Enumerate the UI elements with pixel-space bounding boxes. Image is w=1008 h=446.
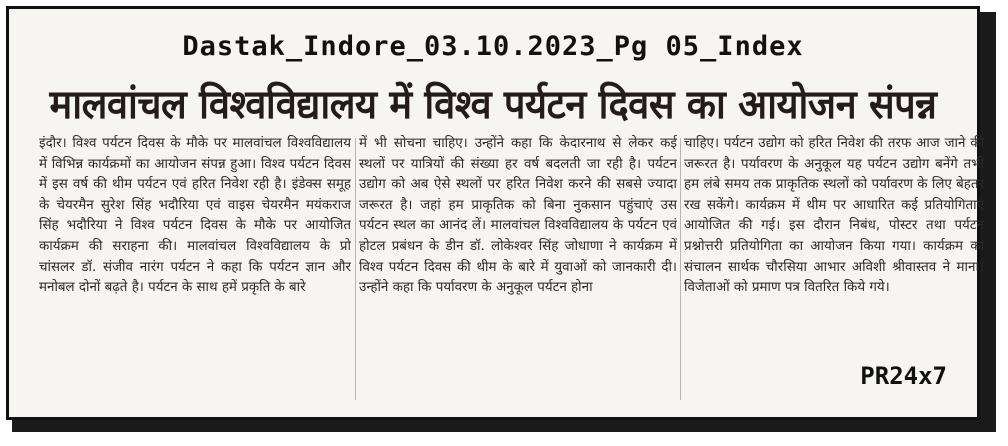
article-headline: मालवांचल विश्वविद्यालय में विश्व पर्यटन दिवस का आयोजन संपन्न — [49, 82, 937, 128]
article-column-2: में भी सोचना चाहिए। उन्होंने कहा कि केदारनाथ से लेकर कई स्थलों पर यात्रियों की संख्या हर वर्ष बदलती जा रही है। पर्यटन उद्योग को अब ऐसे स्थलों पर हरित निवेश करने की सबसे ज्यादा जरूरत है। जहां हम प्राकृतिक को बिना नुकसान पहुंचाएं उस पर्यटन स्थल का आनंद लें। मालवांचल विश्वविद्यालय के पर्यटन एवं होटल प्रबंधन के डीन डॉ. लोकेश्वर सिंह जोधाणा ने कार्यक्रम में विश्व पर्यटन दिवस की थीम के बारे में युवाओं को जानकारी दी। उन्होंने कहा कि पर्यावरण के अनुकूल पर्यटन होना — [359, 136, 677, 296]
article-body — [29, 134, 989, 414]
column-divider — [355, 138, 356, 400]
source-watermark: PR24x7 — [860, 362, 947, 390]
article-column-3: चाहिए। पर्यटन उद्योग को हरित निवेश की तरफ आज जाने की जरूरत है। पर्यावरण के अनुकूल यह पर्यटन उद्योग बनेंगे तभी हम लंबे समय तक प्राकृतिक स्थलों को पर्यावरण के लिए बेहतर रख सकेंगे। कार्यक्रम में थीम पर आधारित कई प्रतियोगिताएं आयोजित की गई। इस दौरान निबंध, पोस्टर तथा पर्यटन प्रश्नोत्तरी प्रतियोगिता का आयोजन किया गया। कार्यक्रम का संचालन सार्थक चौरसिया आभार अविशी श्रीवास्तव ने माना। विजेताओं को प्रमाण पत्र वितरित किये गये। — [684, 136, 984, 296]
newspaper-clipping — [6, 6, 984, 420]
clipping-source-title: Dastak_Indore_03.10.2023_Pg 05_Index — [182, 31, 804, 62]
article-column-1: इंदौर। विश्व पर्यटन दिवस के मौके पर मालवांचल विश्वविद्यालय में विभिन्न कार्यक्रमों का आयोजन संपन्न हुआ। विश्व पर्यटन दिवस में इस वर्ष की थीम पर्यटन एवं हरित निवेश रही है। इंडेक्स समूह के चेयरमैन सुरेश सिंह भदौरिया एवं वाइस चेयरमैन मयंकराज सिंह भदौरिया ने विश्व पर्यटन दिवस के मौके पर आयोजित कार्यक्रम की सराहना की। मालवांचल विश्वविद्यालय के प्रो चांसलर डॉ. संजीव नारंग पर्यटन ने कहा कि पर्यटन ज्ञान और मनोबल दोनों बढ़ते है। पर्यटन के साथ हमें प्रकृति के बारे — [39, 136, 351, 296]
column-divider — [680, 138, 681, 400]
